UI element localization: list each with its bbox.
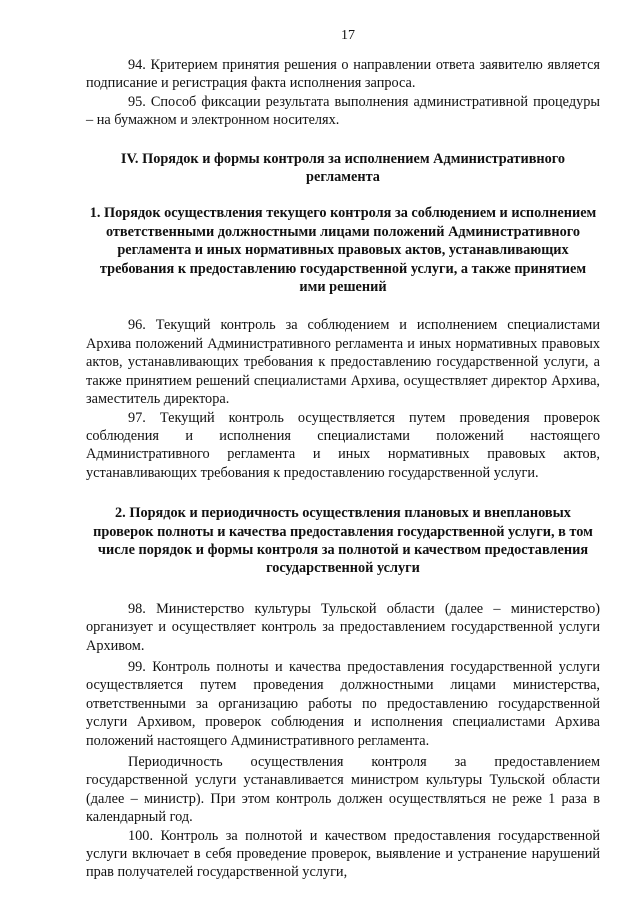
paragraph-97: 97. Текущий контроль осуществляется путем проведения проверок соблюдения и исполнения специалистами положений настоящего Административного регламента и иных нормативных правовых актов, устанавливающих требования к предоставлению государственной услуги. <box>86 409 600 481</box>
section-heading-iv: IV. Порядок и формы контроля за исполнением Административного регламента <box>120 150 566 186</box>
paragraph-100: 100. Контроль за полнотой и качеством предоставления государственной услуги включает в себя проведение проверок, выявление и устранение нарушений прав получателей государственной услуги, <box>86 827 600 881</box>
paragraph-periodicity: Периодичность осуществления контроля за предоставлением государственной услуги устанавливается министром культуры Тульской области (далее – министр). При этом контроль должен осуществляться не реже 1 раза в календарный год. <box>86 754 600 826</box>
paragraph-96: 96. Текущий контроль за соблюдением и исполнением специалистами Архива положений Административного регламента и иных нормативных правовых актов, устанавливающих требования к предоставлению государственной услуги, а также принятием решений специалистами Архива, осуществляет директор Архива, заместитель директора. <box>86 317 600 408</box>
paragraph-94: 94. Критерием принятия решения о направлении ответа заявителю является подписание и регистрация факта исполнения запроса. <box>86 57 600 92</box>
subsection-heading-1: 1. Порядок осуществления текущего контроля за соблюдением и исполнением ответственными должностными лицами положений Административного регламента и иных нормативных правовых актов, устанавливающих требования к предоставлению государственной услуги, а также принятием ими решений <box>89 205 597 296</box>
paragraph-95: 95. Способ фиксации результата выполнения административной процедуры – на бумажном и электронном носителях. <box>86 93 600 129</box>
paragraph-98: 98. Министерство культуры Тульской области (далее – министерство) организует и осуществляет контроль за предоставлением государственной услуги Архивом. <box>86 600 600 654</box>
paragraph-99: 99. Контроль полноты и качества предоставления государственной услуги осуществляется путем проведения должностными лицами министерства, ответственными за организацию работы по предоставлению государственной услуги Архивом, проверок соблюдения и исполнения специалистами Архива положений настоящего Административного регламента. <box>86 658 600 749</box>
page-number: 17 <box>341 28 355 43</box>
subsection-heading-2: 2. Порядок и периодичность осуществления плановых и внеплановых проверок полноты и качества предоставления государственной услуги, в том числе порядок и формы контроля за полнотой и качеством предоставления государственной услуги <box>93 505 593 577</box>
